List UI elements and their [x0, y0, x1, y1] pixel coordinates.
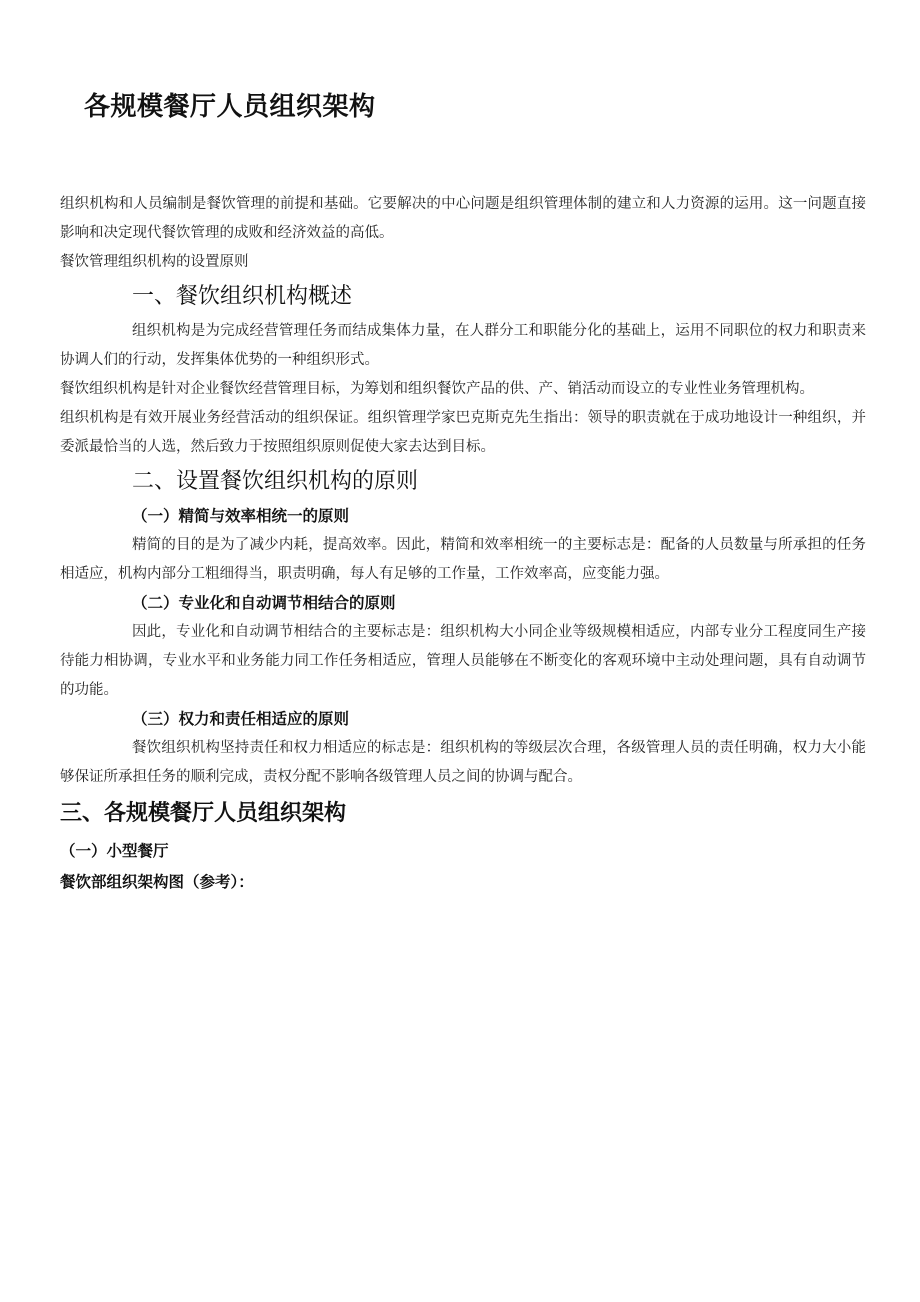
section1-heading: 一、餐饮组织机构概述 [132, 284, 353, 309]
section3-heading: 三、各规模餐厅人员组织架构 [60, 801, 347, 826]
section2-sub3-heading: （三）权力和责任相适应的原则 [132, 710, 350, 728]
page-title: 各规模餐厅人员组织架构 [84, 92, 376, 122]
section2-sub2-text: 因此，专业化和自动调节相结合的主要标志是：组织机构大小同企业等级规模相适应，内部专业分工程度同生产接待能力相协调，专业水平和业务能力同工作任务相适应，管理人员能够在不断变化的客观环境中主动处理问题，具有自动调节的功能。 [60, 624, 866, 698]
section1-paragraph-3: 组织机构是有效开展业务经营活动的组织保证。组织管理学家巴克斯克先生指出：领导的职责就在于成功地设计一种组织，并委派最恰当的人选，然后致力于按照组织原则促使大家去达到目标。 [60, 410, 866, 455]
section2-sub2-heading: （二）专业化和自动调节相结合的原则 [132, 594, 396, 612]
section2-sub1-text: 精简的目的是为了减少内耗，提高效率。因此，精简和效率相统一的主要标志是：配备的人员数量与所承担的任务相适应，机构内部分工粗细得当，职责明确，每人有足够的工作量，工作效率高，应变能力强。 [60, 537, 866, 582]
section3-sub1-heading: （一）小型餐厅 [60, 842, 169, 860]
section1-paragraph-2: 餐饮组织机构是针对企业餐饮经营管理目标，为筹划和组织餐饮产品的供、产、销活动而设立的专业性业务管理机构。 [60, 381, 814, 397]
section2-sub3-text: 餐饮组织机构坚持责任和权力相适应的标志是：组织机构的等级层次合理，各级管理人员的责任明确，权力大小能够保证所承担任务的顺利完成，责权分配不影响各级管理人员之间的协调与配合。 [60, 740, 866, 785]
intro-paragraph: 组织机构和人员编制是餐饮管理的前提和基础。它要解决的中心问题是组织管理体制的建立和人力资源的运用。这一问题直接影响和决定现代餐饮管理的成败和经济效益的高低。 [60, 196, 866, 241]
section2-sub1-heading: （一）精简与效率相统一的原则 [132, 507, 350, 525]
intro-subtitle: 餐饮管理组织机构的设置原则 [60, 254, 249, 270]
org-chart-label: 餐饮部组织架构图（参考）： [60, 873, 254, 891]
section2-heading: 二、设置餐饮组织机构的原则 [132, 469, 419, 494]
section1-paragraph-1: 组织机构是为完成经营管理任务而结成集体力量，在人群分工和职能分化的基础上，运用不同职位的权力和职责来协调人们的行动，发挥集体优势的一种组织形式。 [60, 323, 866, 368]
document-body [60, 190, 866, 898]
